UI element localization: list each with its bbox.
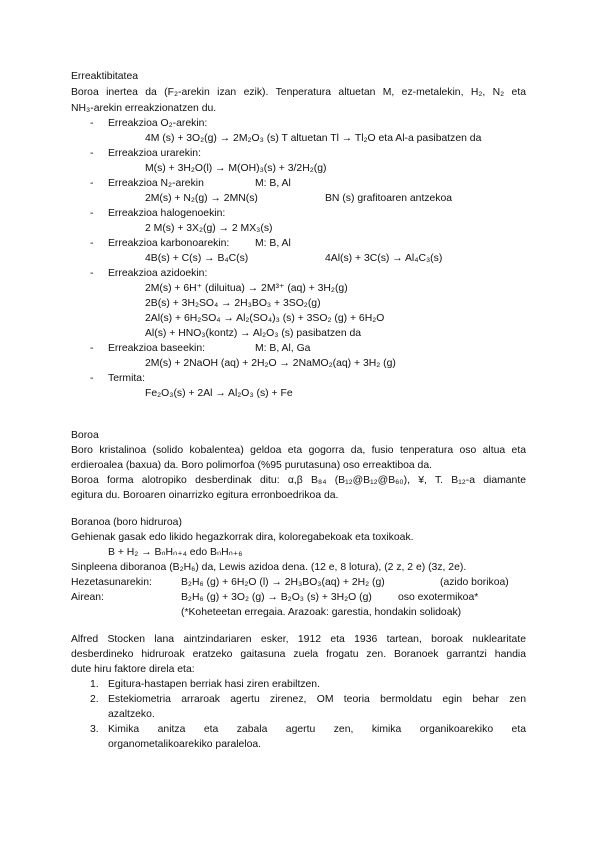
stock-paragraph-line-1: Alfred Stocken lana aintzindariaren esker, 1912 eta 1936 tartean, boroak nuklearitate (71, 634, 526, 645)
list-bullet: - (90, 238, 94, 249)
note-bn-graphite: BN (s) grafitoaren antzekoa (325, 193, 453, 204)
list-bullet: - (90, 118, 94, 129)
section-title-borane: Boranoa (boro hidruroa) (71, 517, 182, 528)
equation-air: B₂H₆ (g) + 3O₂ (g) → B₂O₃ (s) + 3H₂O (g) (181, 592, 372, 603)
borane-paragraph-line-2: Sinpleena diboranoa (B₂H₆) da, Lewis azidoa dena. (12 e, 8 lotura), (2 z, 2 e) (3z, 2e). (71, 562, 467, 573)
equation-acid-nitric: Al(s) + HNO₃(kontz) → Al₂O₃ (s) pasibatzen da (145, 328, 362, 339)
equation-water: M(s) + 3H₂O(l) → M(OH)₃(s) + 3/2H₂(g) (145, 163, 327, 174)
reaction-label-bases: Erreakzioa baseekin: (108, 343, 206, 354)
list-number: 2. (90, 694, 99, 705)
equation-bases: 2M(s) + 2NaOH (aq) + 2H₂O → 2NaMO₂(aq) + 3H₂ (g) (145, 358, 396, 369)
equation-aluminium-carbide: 4Al(s) + 3C(s) → Al₄C₃(s) (325, 253, 443, 264)
metal-note-bases: M: B, Al, Ga (255, 343, 311, 354)
equation-oxygen: 4M (s) + 3O₂(g) → 2M₂O₃ (s) T altuetan Tl → Tl₂O eta Al-a pasibatzen da (145, 133, 482, 144)
list-bullet: - (90, 208, 94, 219)
air-label: Airean: (71, 592, 104, 603)
boron-paragraph-line-1: Boro kristalinoa (solido kobalentea) geldoa eta gogorra da, fusio tenperatura oso altua eta (71, 445, 526, 456)
list-number: 1. (90, 679, 99, 690)
equation-halogens: 2 M(s) + 3X₂(g) → 2 MX₃(s) (145, 223, 273, 234)
reaction-label-water: Erreakzioa urarekin: (108, 148, 201, 159)
list-bullet: - (90, 343, 94, 354)
humidity-label: Hezetasunarekin: (71, 577, 152, 588)
reaction-label-nitrogen: Erreakzioa N₂-arekin (108, 178, 204, 189)
section-title-reactivity: Erreaktibitatea (71, 71, 138, 82)
reaction-label-carbon: Erreakzioa karbonoarekin: (108, 238, 230, 249)
boron-paragraph-line-4: egitura du. Boroaren oinarrizko egitura erronboedrikoa da. (71, 490, 339, 501)
reaction-label-thermite: Termita: (108, 373, 145, 384)
stock-paragraph-line-2: desberdineko hidruroak eratzeko gaitasuna zuela frogatu zen. Boranoek garrantzi handia (71, 649, 526, 660)
factor-3-line-1: Kimika anitza eta zabala agertu zen, kimika organikoarekiko eta (108, 724, 526, 735)
footnote-rocket-fuel: (*Koheteetan erregaia. Arazoak: garestia, hondakin solidoak) (181, 607, 462, 618)
factor-3-line-2: organometalikoarekiko paraleloa. (108, 739, 262, 750)
stock-paragraph-line-3: dute hiru faktore direla eta: (71, 664, 195, 675)
reactivity-intro-line-1: Boroa inertea da (F₂-arekin izan ezik). Tenperatura altuetan M, ez-metalekin, H₂, N₂ eta (71, 87, 526, 98)
metal-note-nitrogen: M: B, Al (255, 178, 291, 189)
list-bullet: - (90, 178, 94, 189)
list-bullet: - (90, 373, 94, 384)
note-exothermic: oso exotermikoa* (398, 592, 479, 603)
boron-paragraph-line-2: erdieroalea (baxua) da. Boro polimorfoa (%95 purutasuna) oso erreaktiboa da. (71, 460, 432, 471)
list-number: 3. (90, 724, 99, 735)
equation-acid-aluminium: 2Al(s) + 6H₂SO₄ → Al₂(SO₄)₃ (s) + 3SO₂ (g) + 6H₂O (145, 313, 385, 324)
boron-paragraph-line-3: Boroa forma alotropiko desberdinak ditu: α,β B₈₄ (B₁₂@B₁₂@B₆₀), ¥, T. B₁₂-a diamante (71, 475, 526, 486)
factor-2-line-1: Estekiometria arraroak agertu zirenez, OM teoria bermoldatu egin behar zen (108, 694, 526, 705)
equation-boron-carbide: 4B(s) + C(s) → B₄C(s) (145, 253, 249, 264)
equation-thermite: Fe₂O₃(s) + 2Al → Al₂O₃ (s) + Fe (145, 388, 293, 399)
reactivity-intro-line-2: NH₃-arekin erreakzionatzen du. (71, 103, 217, 114)
reaction-label-halogens: Erreakzioa halogenoekin: (108, 208, 226, 219)
reaction-label-oxygen: Erreakzioa O₂-arekin: (108, 118, 208, 129)
list-bullet: - (90, 268, 94, 279)
metal-note-carbon: M: B, Al (255, 238, 291, 249)
list-bullet: - (90, 148, 94, 159)
note-boric-acid: (azido borikoa) (440, 577, 509, 588)
equation-humidity: B₂H₆ (g) + 6H₂O (l) → 2H₃BO₃(aq) + 2H₂ (g) (181, 577, 385, 588)
section-title-boron: Boroa (71, 430, 99, 441)
equation-nitrogen: 2M(s) + N₂(g) → 2MN(s) (145, 193, 258, 204)
factor-2-line-2: azaltzeko. (108, 709, 155, 720)
factor-1-line-1: Egitura-hastapen berriak hasi ziren erabiltzen. (108, 679, 320, 690)
borane-paragraph-line-1: Gehienak gasak edo likido hegazkorrak dira, koloregabekoak eta toxikoak. (71, 532, 414, 543)
equation-acid-dilute: 2M(s) + 6H⁺ (diluitua) → 2M³⁺ (aq) + 3H₂(g) (145, 283, 348, 294)
equation-acid-boron: 2B(s) + 3H₂SO₄ → 2H₃BO₃ + 3SO₂(g) (145, 298, 321, 309)
reaction-label-acids: Erreakzioa azidoekin: (108, 268, 208, 279)
borane-general-formula: B + H₂ → BₙHₙ₊₄ edo BₙHₙ₊₆ (108, 547, 243, 558)
